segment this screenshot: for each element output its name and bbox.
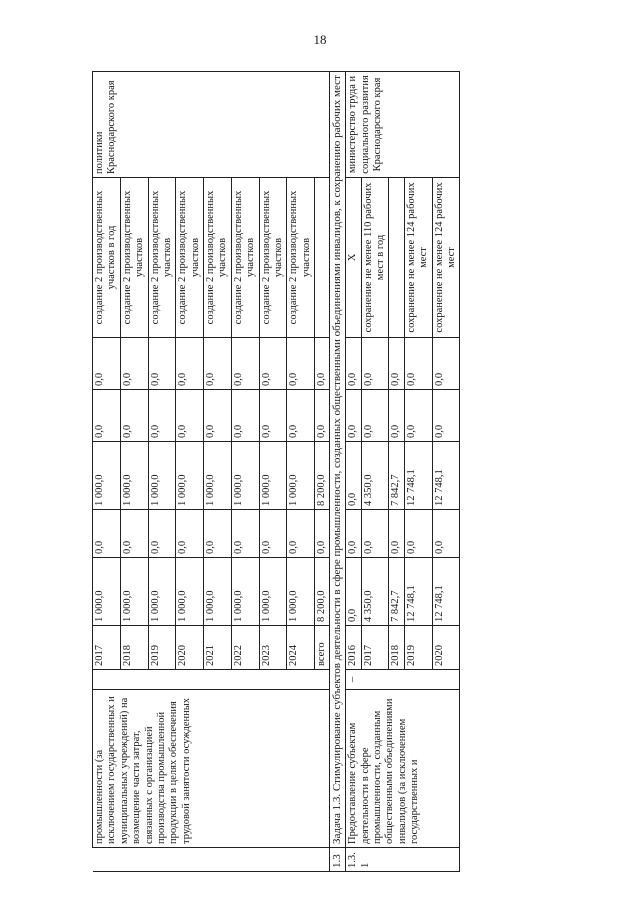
year-cell: 2020 bbox=[432, 626, 460, 670]
result-cell: создание 2 производственных участков bbox=[120, 178, 148, 338]
regional-cell: 8 200,0 bbox=[315, 442, 330, 510]
year-cell: 2023 bbox=[259, 626, 287, 670]
other-cell: 0,0 bbox=[315, 338, 330, 390]
total-cell: 1 000,0 bbox=[93, 558, 121, 626]
other-cell: 0,0 bbox=[259, 338, 287, 390]
executor-cell: политики Краснодарского края bbox=[93, 72, 330, 178]
municipal-cell: 0,0 bbox=[93, 390, 121, 442]
total-cell: 1 000,0 bbox=[204, 558, 232, 626]
federal-cell: 0,0 bbox=[120, 510, 148, 558]
regional-cell: 1 000,0 bbox=[148, 442, 176, 510]
federal-cell: 0,0 bbox=[259, 510, 287, 558]
regional-cell: 1 000,0 bbox=[120, 442, 148, 510]
measure-name-cell: Предоставление субъектам деятельности в сфере промышленности, созданным общественными объединениями инвалидов (за исключением государственных и bbox=[346, 690, 460, 848]
result-cell: создание 2 производственных участков bbox=[259, 178, 287, 338]
municipal-cell: 0,0 bbox=[148, 390, 176, 442]
total-cell: 1 000,0 bbox=[148, 558, 176, 626]
result-cell: создание 2 производственных участков bbox=[148, 178, 176, 338]
federal-cell: 0,0 bbox=[148, 510, 176, 558]
municipal-cell: 0,0 bbox=[315, 390, 330, 442]
regional-cell: 12 748,1 bbox=[404, 442, 432, 510]
result-cell bbox=[389, 178, 404, 338]
result-cell: создание 2 производственных участков bbox=[287, 178, 315, 338]
year-cell: 2019 bbox=[148, 626, 176, 670]
federal-cell: 0,0 bbox=[404, 510, 432, 558]
federal-cell: 0,0 bbox=[315, 510, 330, 558]
result-cell: Х bbox=[346, 178, 361, 338]
year-cell: 2017 bbox=[93, 626, 121, 670]
total-cell: 1 000,0 bbox=[287, 558, 315, 626]
total-cell: 4 350,0 bbox=[361, 558, 389, 626]
table-row bbox=[93, 72, 121, 872]
result-cell: сохранение не менее 110 рабочих мест в год bbox=[361, 178, 389, 338]
federal-cell: 0,0 bbox=[93, 510, 121, 558]
result-cell: создание 2 производственных участков bbox=[204, 178, 232, 338]
measure-name-cell: промышленности (за исключением государственных и муниципальных учреждений) на возмещение части затрат, связанных с организацией производства промышленной продукции в целях обеспечения трудовой занятости осужденных bbox=[93, 690, 330, 848]
year-cell: всего bbox=[315, 626, 330, 670]
year-cell: 2024 bbox=[287, 626, 315, 670]
total-cell: 0,0 bbox=[346, 558, 361, 626]
year-cell: 2017 bbox=[361, 626, 389, 670]
municipal-cell: 0,0 bbox=[346, 390, 361, 442]
other-cell: 0,0 bbox=[176, 338, 204, 390]
federal-cell: 0,0 bbox=[346, 510, 361, 558]
status-cell: – bbox=[346, 670, 460, 690]
total-cell: 1 000,0 bbox=[231, 558, 259, 626]
total-cell: 1 000,0 bbox=[120, 558, 148, 626]
year-cell: 2018 bbox=[120, 626, 148, 670]
total-cell: 12 748,1 bbox=[404, 558, 432, 626]
municipal-cell: 0,0 bbox=[231, 390, 259, 442]
result-cell bbox=[315, 178, 330, 338]
municipal-cell: 0,0 bbox=[259, 390, 287, 442]
row-number-cell bbox=[93, 848, 330, 872]
municipal-cell: 0,0 bbox=[361, 390, 389, 442]
page-number: 18 bbox=[313, 32, 327, 47]
total-cell: 1 000,0 bbox=[176, 558, 204, 626]
total-cell: 8 200,0 bbox=[315, 558, 330, 626]
year-cell: 2018 bbox=[389, 626, 404, 670]
regional-cell: 1 000,0 bbox=[259, 442, 287, 510]
regional-cell: 1 000,0 bbox=[176, 442, 204, 510]
task-text-cell: Задача 1.3. Стимулирование субъектов деятельности в сфере промышленности, созданных общественными объединениями инвалидов, к сохранению рабочих мест bbox=[330, 72, 346, 848]
year-cell: 2022 bbox=[231, 626, 259, 670]
federal-cell: 0,0 bbox=[231, 510, 259, 558]
other-cell: 0,0 bbox=[361, 338, 389, 390]
program-table bbox=[92, 71, 460, 872]
row-number-cell: 1.3.1 bbox=[346, 848, 460, 872]
total-cell: 7 842,7 bbox=[389, 558, 404, 626]
regional-cell: 7 842,7 bbox=[389, 442, 404, 510]
table-row bbox=[346, 72, 361, 872]
year-cell: 2020 bbox=[176, 626, 204, 670]
regional-cell: 1 000,0 bbox=[231, 442, 259, 510]
municipal-cell: 0,0 bbox=[120, 390, 148, 442]
year-cell: 2019 bbox=[404, 626, 432, 670]
municipal-cell: 0,0 bbox=[176, 390, 204, 442]
municipal-cell: 0,0 bbox=[389, 390, 404, 442]
federal-cell: 0,0 bbox=[176, 510, 204, 558]
year-cell: 2021 bbox=[204, 626, 232, 670]
other-cell: 0,0 bbox=[93, 338, 121, 390]
task-number-cell: 1.3 bbox=[330, 848, 346, 872]
executor-cell: министерство труда и социального развития Краснодарского края bbox=[346, 72, 460, 178]
municipal-cell: 0,0 bbox=[404, 390, 432, 442]
result-cell: сохранение не менее 124 рабочих мест bbox=[432, 178, 460, 338]
result-cell: сохранение не менее 124 рабочих мест bbox=[404, 178, 432, 338]
year-cell: 2016 bbox=[346, 626, 361, 670]
municipal-cell: 0,0 bbox=[432, 390, 460, 442]
municipal-cell: 0,0 bbox=[287, 390, 315, 442]
regional-cell: 1 000,0 bbox=[287, 442, 315, 510]
regional-cell: 1 000,0 bbox=[204, 442, 232, 510]
other-cell: 0,0 bbox=[120, 338, 148, 390]
federal-cell: 0,0 bbox=[287, 510, 315, 558]
other-cell: 0,0 bbox=[204, 338, 232, 390]
regional-cell: 1 000,0 bbox=[93, 442, 121, 510]
federal-cell: 0,0 bbox=[432, 510, 460, 558]
result-cell: создание 2 производственных участков bbox=[231, 178, 259, 338]
other-cell: 0,0 bbox=[287, 338, 315, 390]
other-cell: 0,0 bbox=[404, 338, 432, 390]
total-cell: 12 748,1 bbox=[432, 558, 460, 626]
federal-cell: 0,0 bbox=[361, 510, 389, 558]
task-row bbox=[330, 72, 346, 872]
result-cell: создание 2 производственных участков в год bbox=[93, 178, 121, 338]
federal-cell: 0,0 bbox=[389, 510, 404, 558]
federal-cell: 0,0 bbox=[204, 510, 232, 558]
municipal-cell: 0,0 bbox=[204, 390, 232, 442]
table-body bbox=[93, 72, 460, 872]
regional-cell: 0,0 bbox=[346, 442, 361, 510]
rotated-table-wrapper bbox=[92, 72, 612, 872]
total-cell: 1 000,0 bbox=[259, 558, 287, 626]
other-cell: 0,0 bbox=[148, 338, 176, 390]
other-cell: 0,0 bbox=[346, 338, 361, 390]
other-cell: 0,0 bbox=[432, 338, 460, 390]
status-cell bbox=[93, 670, 330, 690]
regional-cell: 4 350,0 bbox=[361, 442, 389, 510]
result-cell: создание 2 производственных участков bbox=[176, 178, 204, 338]
regional-cell: 12 748,1 bbox=[432, 442, 460, 510]
other-cell: 0,0 bbox=[389, 338, 404, 390]
other-cell: 0,0 bbox=[231, 338, 259, 390]
